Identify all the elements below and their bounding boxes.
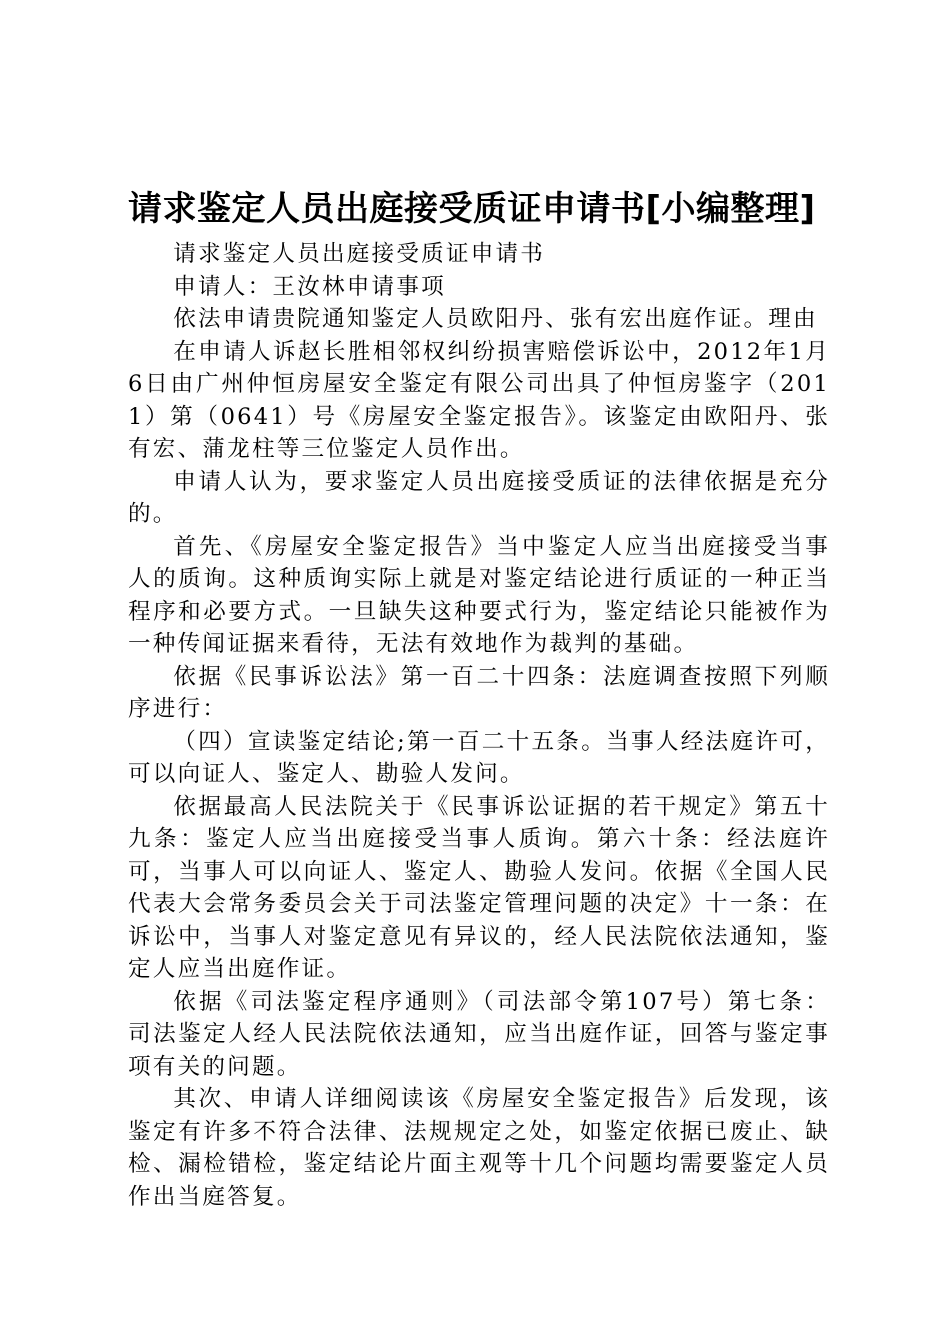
document-title: 请求鉴定人员出庭接受质证申请书[小编整理] <box>128 189 816 229</box>
paragraph-first-reason: 首先、《房屋安全鉴定报告》当中鉴定人应当出庭接受当事人的质询。这种质询实际上就是对鉴定结论进行质证的一种正当程序和必要方式。一旦缺失这种要式行为，鉴定结论只能被作为一种传闻证据来看待，无法有效地作为裁判的基础。 <box>128 533 830 657</box>
paragraph-article-125: （四）宣读鉴定结论;第一百二十五条。当事人经法庭许可，可以向证人、鉴定人、勘验人发问。 <box>128 728 830 787</box>
paragraph-judicial-procedure-rules: 依据《司法鉴定程序通则》（司法部令第107号）第七条：司法鉴定人经人民法院依法通知，应当出庭作证，回答与鉴定事项有关的问题。 <box>128 988 830 1080</box>
paragraph-second-reason: 其次、申请人详细阅读该《房屋安全鉴定报告》后发现，该鉴定有许多不符合法律、法规规定之处，如鉴定依据已废止、缺检、漏检错检，鉴定结论片面主观等十几个问题均需要鉴定人员作出当庭答复。 <box>128 1086 830 1210</box>
paragraph-applicant: 申请人：王汝林申请事项 <box>173 273 446 300</box>
paragraph-case-background: 在申请人诉赵长胜相邻权纠纷损害赔偿诉讼中，2012年1月6日由广州仲恒房屋安全鉴定有限公司出具了仲恒房鉴字（2011）第（0641）号《房屋安全鉴定报告》。该鉴定由欧阳丹、张有宏、蒲龙柱等三位鉴定人员作出。 <box>128 338 830 462</box>
paragraph-applicant-opinion: 申请人认为，要求鉴定人员出庭接受质证的法律依据是充分的。 <box>128 468 830 527</box>
paragraph-supreme-court-rules: 依据最高人民法院关于《民事诉讼证据的若干规定》第五十九条：鉴定人应当出庭接受当事人质询。第六十条：经法庭许可，当事人可以向证人、鉴定人、勘验人发问。依据《全国人民代表大会常务委员会关于司法鉴定管理问题的决定》十一条：在诉讼中，当事人对鉴定意见有异议的，经人民法院依法通知，鉴定人应当出庭作证。 <box>128 793 830 982</box>
paragraph-subtitle: 请求鉴定人员出庭接受质证申请书 <box>173 241 546 267</box>
document-body <box>128 238 830 1213</box>
paragraph-civil-procedure-law: 依据《民事诉讼法》第一百二十四条：法庭调查按照下列顺序进行： <box>128 663 830 722</box>
paragraph-request: 依法申请贵院通知鉴定人员欧阳丹、张有宏出庭作证。理由 <box>173 306 818 332</box>
